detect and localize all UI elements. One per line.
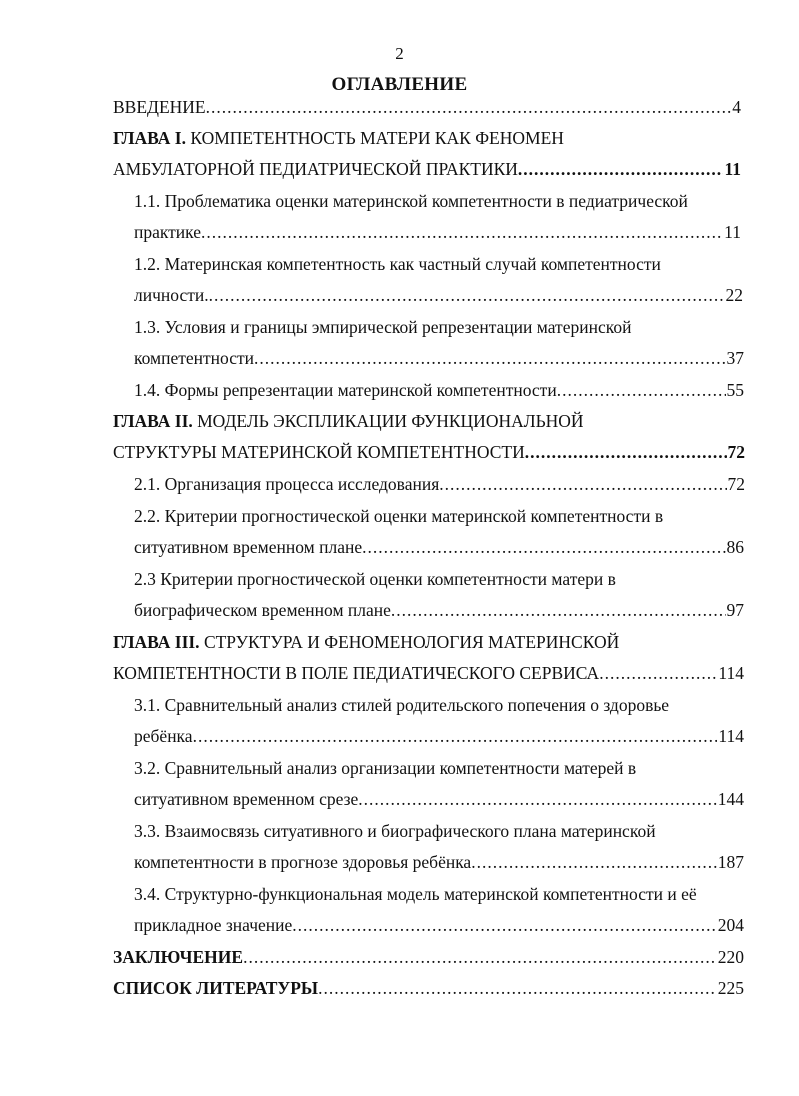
toc-entry-text: ситуативном временном плане	[134, 537, 363, 557]
dot-leader	[391, 599, 726, 621]
toc-entry-text: 1.4. Формы репрезентации материнской компетентности	[134, 380, 557, 400]
toc-section-1-4[interactable]	[134, 379, 744, 401]
toc-entry-text: СПИСОК ЛИТЕРАТУРЫ	[113, 978, 319, 998]
toc-page-number: 114	[718, 726, 744, 746]
toc-section-3-1[interactable]	[134, 725, 744, 747]
toc-section-2-1[interactable]	[134, 473, 745, 495]
toc-entry-text: ВВЕДЕНИЕ	[113, 97, 206, 117]
dot-leader	[206, 96, 732, 118]
toc-entry-text: компетентности в прогнозе здоровья ребёнка	[134, 852, 472, 872]
toc-chapter-2[interactable]	[113, 441, 745, 463]
toc-section-1-3-title[interactable]: 1.3. Условия и границы эмпирической репрезентации материнской	[134, 317, 632, 337]
dot-leader	[254, 347, 726, 369]
toc-page-number: 97	[726, 600, 744, 620]
dot-leader	[318, 977, 717, 999]
chapter-label: ГЛАВА I.	[113, 128, 186, 148]
dot-leader	[193, 725, 718, 747]
toc-section-1-1[interactable]	[134, 221, 741, 243]
toc-chapter-3-title[interactable]	[113, 631, 619, 653]
dot-leader	[292, 914, 716, 936]
toc-section-1-2[interactable]	[134, 284, 743, 306]
toc-entry-text: прикладное значение	[134, 915, 293, 935]
toc-section-1-2-title[interactable]: 1.2. Материнская компетентность как частный случай компетентности	[134, 254, 661, 274]
toc-page-number: 187	[717, 852, 744, 872]
toc-section-3-2-title[interactable]: 3.2. Сравнительный анализ организации компетентности матерей в	[134, 758, 637, 778]
toc-entry-intro[interactable]	[113, 96, 741, 118]
toc-page-number: 86	[726, 537, 744, 557]
toc-page-number: 220	[717, 947, 744, 967]
toc-section-2-2[interactable]	[134, 536, 744, 558]
toc-section-1-3[interactable]	[134, 347, 744, 369]
chapter-title: СТРУКТУРА И ФЕНОМЕНОЛОГИЯ МАТЕРИНСКОЙ	[203, 632, 620, 652]
toc-section-3-1-title[interactable]: 3.1. Сравнительный анализ стилей родительского попечения о здоровье	[134, 695, 670, 715]
toc-page-number: 11	[724, 222, 741, 242]
toc-entry-text: личности.	[134, 285, 209, 305]
toc-section-3-3-title[interactable]: 3.3. Взаимосвязь ситуативного и биографического плана материнской	[134, 821, 656, 841]
chapter-title: КОМПЕТЕНТНОСТЬ МАТЕРИ КАК ФЕНОМЕН	[190, 128, 564, 148]
toc-chapter-1[interactable]	[113, 158, 741, 180]
chapter-title-cont: СТРУКТУРЫ МАТЕРИНСКОЙ КОМПЕТЕНТНОСТИ	[113, 442, 525, 462]
dot-leader	[362, 536, 725, 558]
toc-page-number: 72	[727, 442, 745, 462]
toc-section-2-3[interactable]	[134, 599, 744, 621]
toc-section-3-4-title[interactable]: 3.4. Структурно-функциональная модель материнской компетентности и её	[134, 884, 697, 904]
toc-entry-text: 2.1. Организация процесса исследования	[134, 474, 440, 494]
toc-page-number: 204	[717, 915, 744, 935]
toc-title: ОГЛАВЛЕНИЕ	[331, 74, 468, 95]
toc-page-number: 144	[717, 789, 744, 809]
toc-page-number: 72	[727, 474, 745, 494]
toc-page-number: 22	[725, 285, 743, 305]
toc-page-number: 4	[732, 97, 741, 117]
chapter-title-cont: АМБУЛАТОРНОЙ ПЕДИАТРИЧЕСКОЙ ПРАКТИКИ	[113, 159, 518, 179]
toc-page-number: 114	[718, 663, 744, 683]
dot-leader	[525, 441, 727, 463]
toc-page-number: 37	[726, 348, 744, 368]
chapter-label: ГЛАВА III.	[113, 632, 200, 652]
toc-chapter-2-title[interactable]	[113, 410, 584, 432]
dot-leader	[471, 851, 717, 873]
dot-leader	[243, 946, 717, 968]
toc-entry-text: практике	[134, 222, 202, 242]
dot-leader	[518, 158, 724, 180]
dot-leader	[358, 788, 716, 810]
dot-leader	[209, 284, 725, 306]
toc-section-3-3[interactable]	[134, 851, 744, 873]
toc-entry-references[interactable]	[113, 977, 744, 999]
toc-page-number: 55	[726, 380, 744, 400]
toc-section-3-2[interactable]	[134, 788, 744, 810]
toc-section-2-3-title[interactable]: 2.3 Критерии прогностической оценки компетентности матери в	[134, 569, 616, 589]
dot-leader	[557, 379, 726, 401]
toc-section-2-2-title[interactable]: 2.2. Критерии прогностической оценки материнской компетентности в	[134, 506, 664, 526]
chapter-label: ГЛАВА II.	[113, 411, 193, 431]
toc-entry-text: ребёнка	[134, 726, 193, 746]
toc-page-number: 225	[717, 978, 744, 998]
toc-chapter-1-title[interactable]	[113, 127, 564, 149]
toc-section-3-4[interactable]	[134, 914, 744, 936]
page-number: 2	[395, 44, 404, 63]
toc-entry-text: ситуативном временном срезе	[134, 789, 359, 809]
toc-entry-text: ЗАКЛЮЧЕНИЕ	[113, 947, 244, 967]
dot-leader	[599, 662, 717, 684]
toc-chapter-3[interactable]	[113, 662, 744, 684]
chapter-title: МОДЕЛЬ ЭКСПЛИКАЦИИ ФУНКЦИОНАЛЬНОЙ	[197, 411, 584, 431]
dot-leader	[439, 473, 726, 495]
dot-leader	[201, 221, 723, 243]
chapter-title-cont: КОМПЕТЕНТНОСТИ В ПОЛЕ ПЕДИАТИЧЕСКОГО СЕРВИСА	[113, 663, 600, 683]
toc-page-number: 11	[724, 159, 741, 179]
toc-entry-text: биографическом временном плане	[134, 600, 391, 620]
toc-entry-conclusion[interactable]	[113, 946, 744, 968]
toc-entry-text: компетентности	[134, 348, 254, 368]
toc-section-1-1-title[interactable]: 1.1. Проблематика оценки материнской компетентности в педиатрической	[134, 191, 688, 211]
